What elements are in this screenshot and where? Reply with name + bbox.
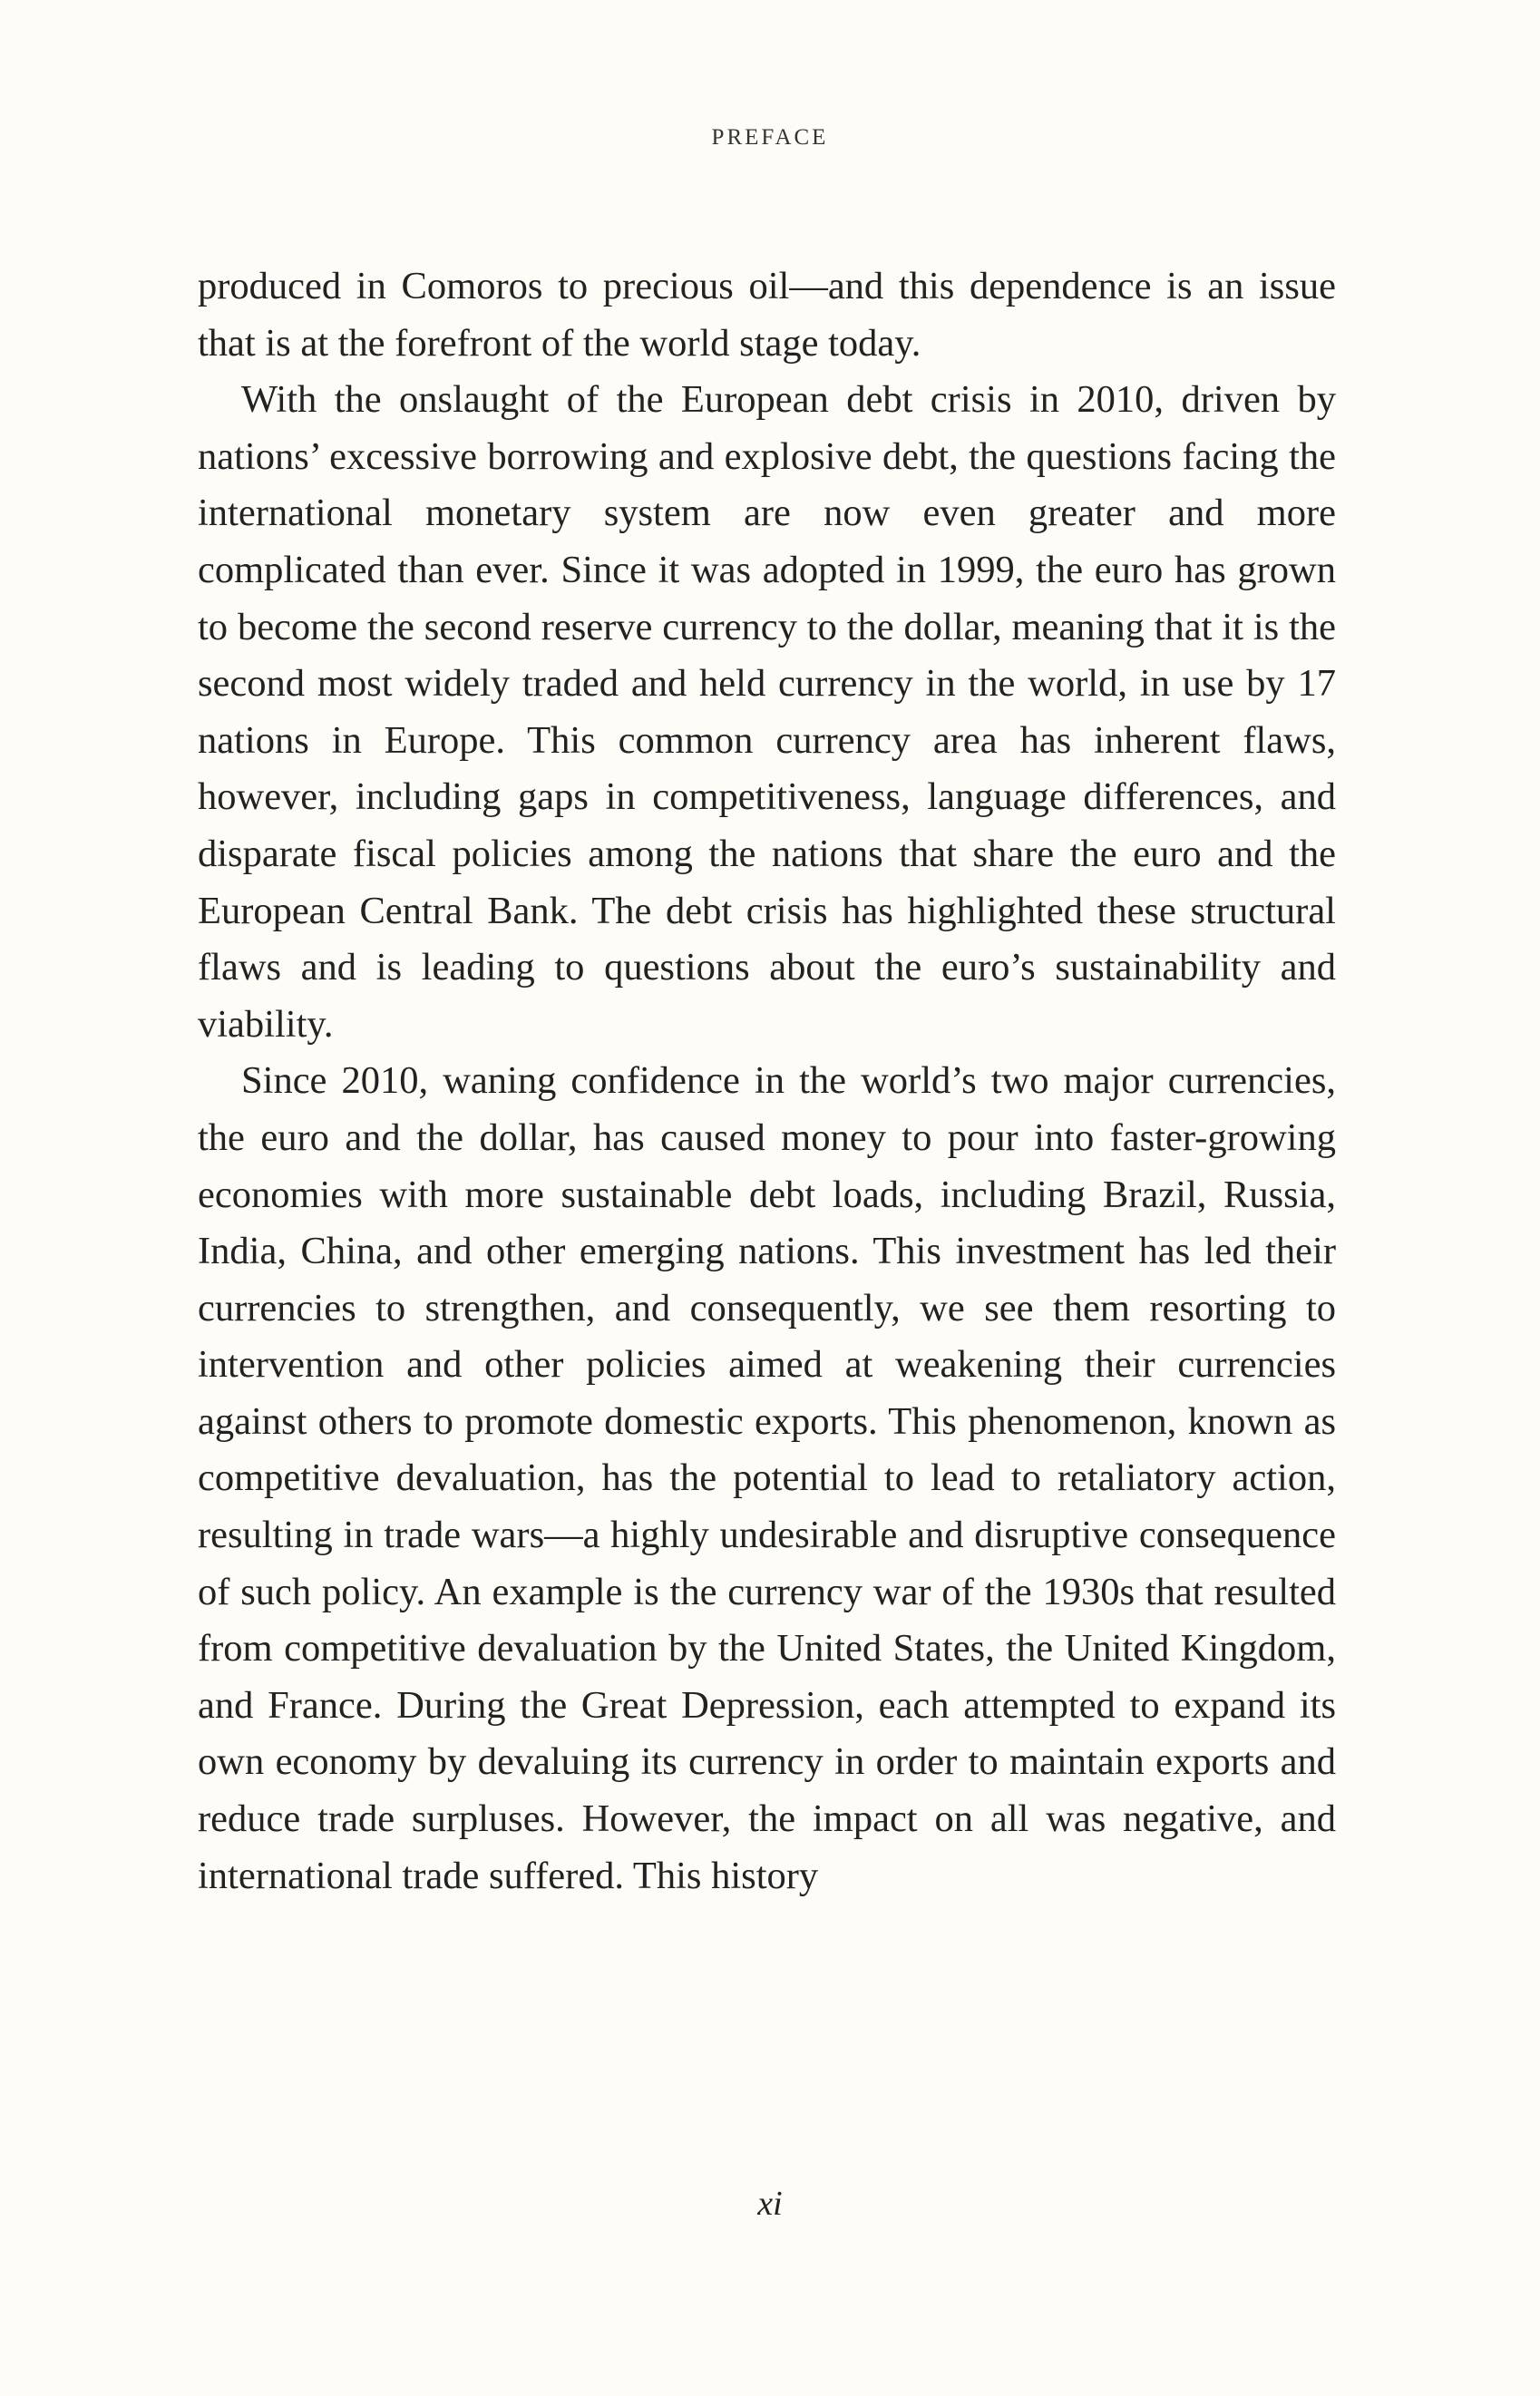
paragraph-euro-crisis: With the onslaught of the European debt crisis in 2010, driven by nations’ excessive borrowing and explosive debt, the questions facing the international monetary system are now even greater and more complicated than ever. Since it was adopted in 1999, the euro has grown to become the second reserve currency to the dollar, meaning that it is the second most widely traded and held currency in the world, in use by 17 nations in Europe. This common currency area has inherent flaws, however, including gaps in competitiveness, language differences, and disparate fiscal policies among the nations that share the euro and the European Central Bank. The debt crisis has highlighted these structural flaws and is leading to questions about the euro’s sustainability and viability. [198,378,1336,1046]
body-text [198,258,1336,1904]
page-number: xi [757,2185,783,2223]
paragraph-continuation: produced in Comoros to precious oil—and this dependence is an issue that is at the forefront of the world stage today. [198,265,1336,365]
running-head: PREFACE [711,125,829,150]
paragraph-currency-war: Since 2010, waning confidence in the world’s two major currencies, the euro and the dollar, has caused money to pour into faster-growing economies with more sustainable debt loads, including Brazil, Russia, India, China, and other emerging nations. This investment has led their currencies to strengthen, and consequently, we see them resorting to intervention and other policies aimed at weakening their currencies against others to promote domestic exports. This phenomenon, known as competitive devaluation, has the potential to lead to retaliatory action, resulting in trade wars—a highly undesirable and disruptive consequence of such policy. An example is the currency war of the 1930s that resulted from competitive devaluation by the United States, the United Kingdom, and France. During the Great Depression, each attempted to expand its own economy by devaluing its currency in order to maintain exports and reduce trade surpluses. However, the impact on all was negative, and international trade suffered. This history [198,1059,1336,1897]
